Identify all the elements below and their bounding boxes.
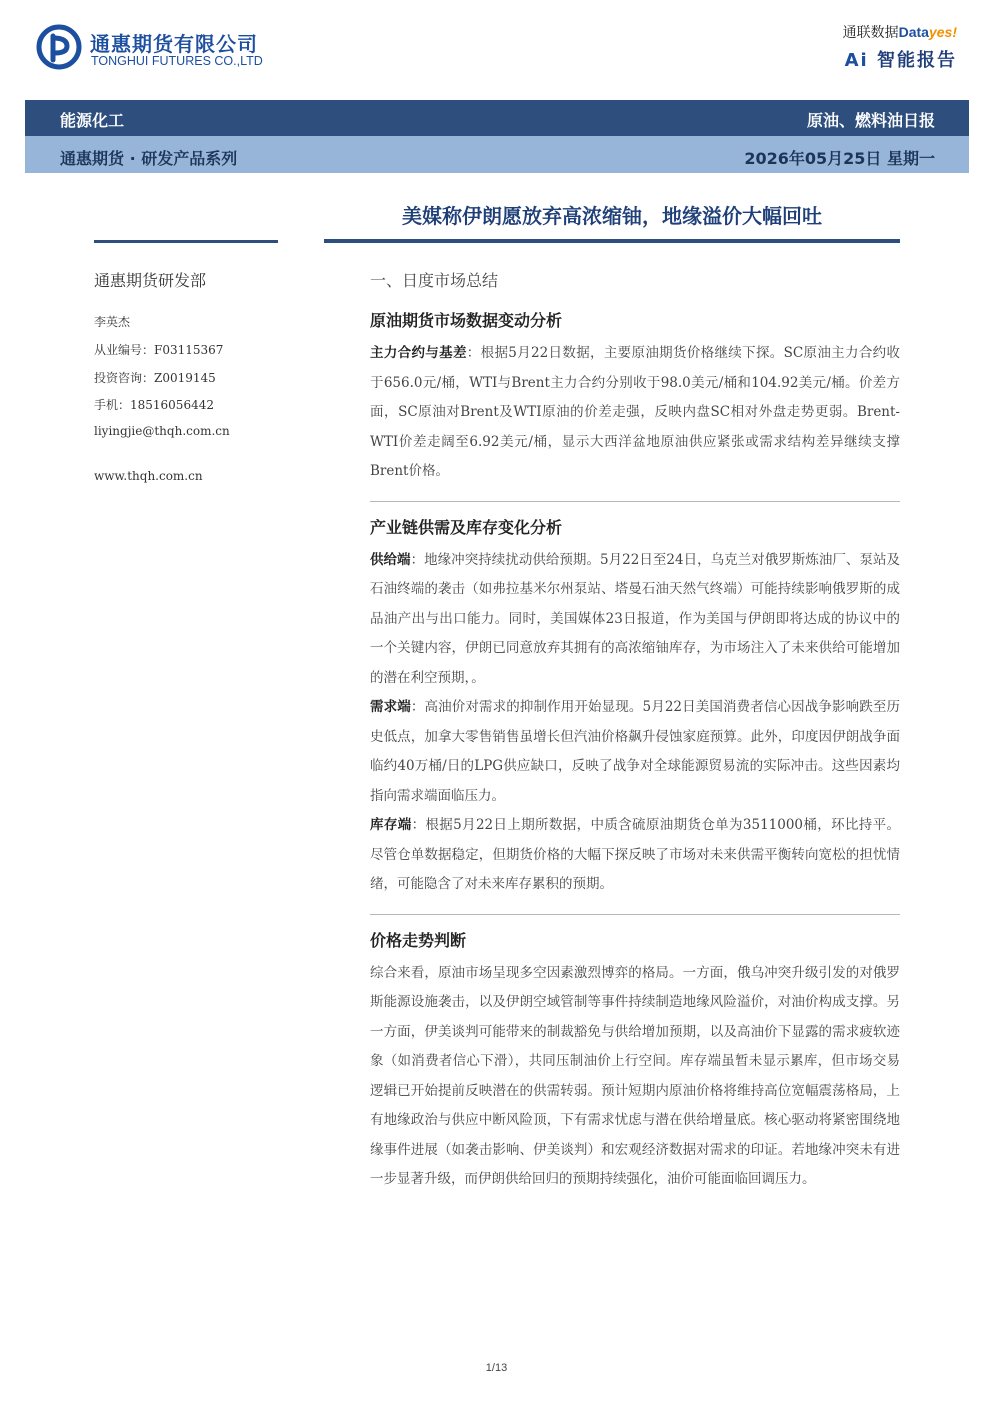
block-price-outlook: [370, 929, 900, 1195]
report-headline: 美媒称伊朗愿放弃高浓缩铀，地缘溢价大幅回吐: [402, 204, 822, 228]
paragraph-text: ：地缘冲突持续扰动供给预期。5月22日至24日，乌克兰对俄罗斯炼油厂、泵站及石油终端的袭击（如弗拉基米尔州泵站、塔曼石油天然气终端）可能持续影响俄罗斯的成品油产出与出口能力。同时，美国媒体23日报道，作为美国与伊朗即将达成的协议中的一个关键内容，伊朗已同意放弃其拥有的高浓缩铀库存，为市场注入了未来供给可能增加的潜在利空预期，。: [370, 551, 901, 686]
analyst-license: 从业编号：F03115367: [94, 343, 224, 357]
paragraph-label: 供给端: [370, 551, 411, 568]
paragraph-label: 主力合约与基差: [370, 345, 467, 361]
sector-label: 能源化工: [60, 111, 125, 130]
paragraph-text: ：根据5月22日数据，主要原油期货价格继续下探。SC原油主力合约收于656.0元/桶，WTI与Brent主力合约分别收于98.0美元/桶和104.92美元/桶。价差方面，SC原油对Brent及WTI原油的价差走强，反映内盘SC相对外盘走势更弱。Brent-WTI价差走阔至6.92美元/桶，显示大西洋盆地原油供应紧张或需求结构差异继续支撑Brent价格。: [370, 345, 900, 479]
paragraph-label: 需求端: [370, 699, 411, 715]
ai-mark: Ai: [844, 50, 869, 71]
analyst-name: 李英杰: [94, 315, 131, 329]
page-number: 1/13: [485, 1362, 508, 1374]
datayes-yes: yes!: [928, 24, 957, 40]
paragraph: [370, 811, 900, 900]
paragraph: [370, 546, 900, 694]
sidebar-dept: 通惠期货研发部: [94, 271, 207, 290]
datayes-data: Data: [898, 24, 929, 40]
company-name-en: TONGHUI FUTURES CO.,LTD: [91, 54, 263, 68]
company-website[interactable]: www.thqh.com.cn: [94, 469, 203, 483]
divider: [370, 914, 900, 915]
ai-report-logo: [845, 46, 957, 72]
sidebar-rule: [94, 240, 278, 243]
analyst-consult: 投资咨询：Z0019145: [94, 371, 216, 385]
block-supply-demand: [370, 516, 900, 900]
ai-report-label: 智能报告: [877, 50, 957, 71]
datayes-logo: [843, 22, 957, 42]
datayes-prefix: 通联数据: [842, 24, 899, 40]
analyst-phone: 手机：18516056442: [94, 398, 214, 412]
analyst-email[interactable]: liyingjie@thqh.com.cn: [94, 424, 230, 438]
paragraph-label: 库存端: [370, 817, 412, 833]
block-title: 价格走势判断: [370, 930, 467, 950]
main-content: [370, 262, 900, 1195]
paragraph: [370, 959, 900, 1195]
paragraph: [370, 339, 900, 487]
series-label: 通惠期货 · 研发产品系列: [60, 149, 238, 168]
company-name-cn: 通惠期货有限公司: [90, 32, 258, 56]
headline-rule: [324, 239, 900, 243]
section-title: 一、日度市场总结: [370, 271, 499, 290]
report-date: 2026年05月25日 星期一: [744, 149, 935, 168]
paragraph-text: ：高油价对需求的抑制作用开始显现。5月22日美国消费者信心因战争影响跌至历史低点，加拿大零售销售虽增长但汽油价格飙升侵蚀家庭预算。此外，印度因伊朗战争面临约40万桶/日的LPG供应缺口，反映了战争对全球能源贸易流的实际冲击。这些因素均指向需求端面临压力。: [370, 699, 900, 804]
paragraph: [370, 693, 900, 811]
block-title: 原油期货市场数据变动分析: [370, 311, 563, 330]
paragraph-text: 综合来看，原油市场呈现多空因素激烈博弈的格局。一方面，俄乌冲突升级引发的对俄罗斯能源设施袭击，以及伊朗空域管制等事件持续制造地缘风险溢价，对油价构成支撑。另一方面，伊美谈判可能带来的制裁豁免与供给增加预期，以及高油价下显露的需求疲软迹象（如消费者信心下滑），共同压制油价上行空间。库存端虽暂未显示累库，但市场交易逻辑已开始提前反映潜在的供需转弱。预计短期内原油价格将维持高位宽幅震荡格局，上有地缘政治与供应中断风险顶，下有需求忧虑与潜在供给增量底。核心驱动将紧密围绕地缘事件进展（如袭击影响、伊美谈判）和宏观经济数据对需求的印证。若地缘冲突未有进一步显著升级，而伊朗供给回归的预期持续强化，油价可能面临回调压力。: [370, 964, 900, 1187]
divider: [370, 501, 900, 502]
block-futures: [370, 309, 900, 487]
paragraph-text: ：根据5月22日上期所数据，中质含硫原油期货仓单为3511000桶，环比持平。尽管仓单数据稳定，但期货价格的大幅下探反映了市场对未来供需平衡转向宽松的担忧情绪，可能隐含了对未来库存累积的预期。: [370, 817, 901, 892]
tonghui-logo-icon: [36, 24, 82, 70]
report-type-label: 原油、燃料油日报: [806, 111, 935, 130]
block-title: 产业链供需及库存变化分析: [370, 517, 563, 537]
